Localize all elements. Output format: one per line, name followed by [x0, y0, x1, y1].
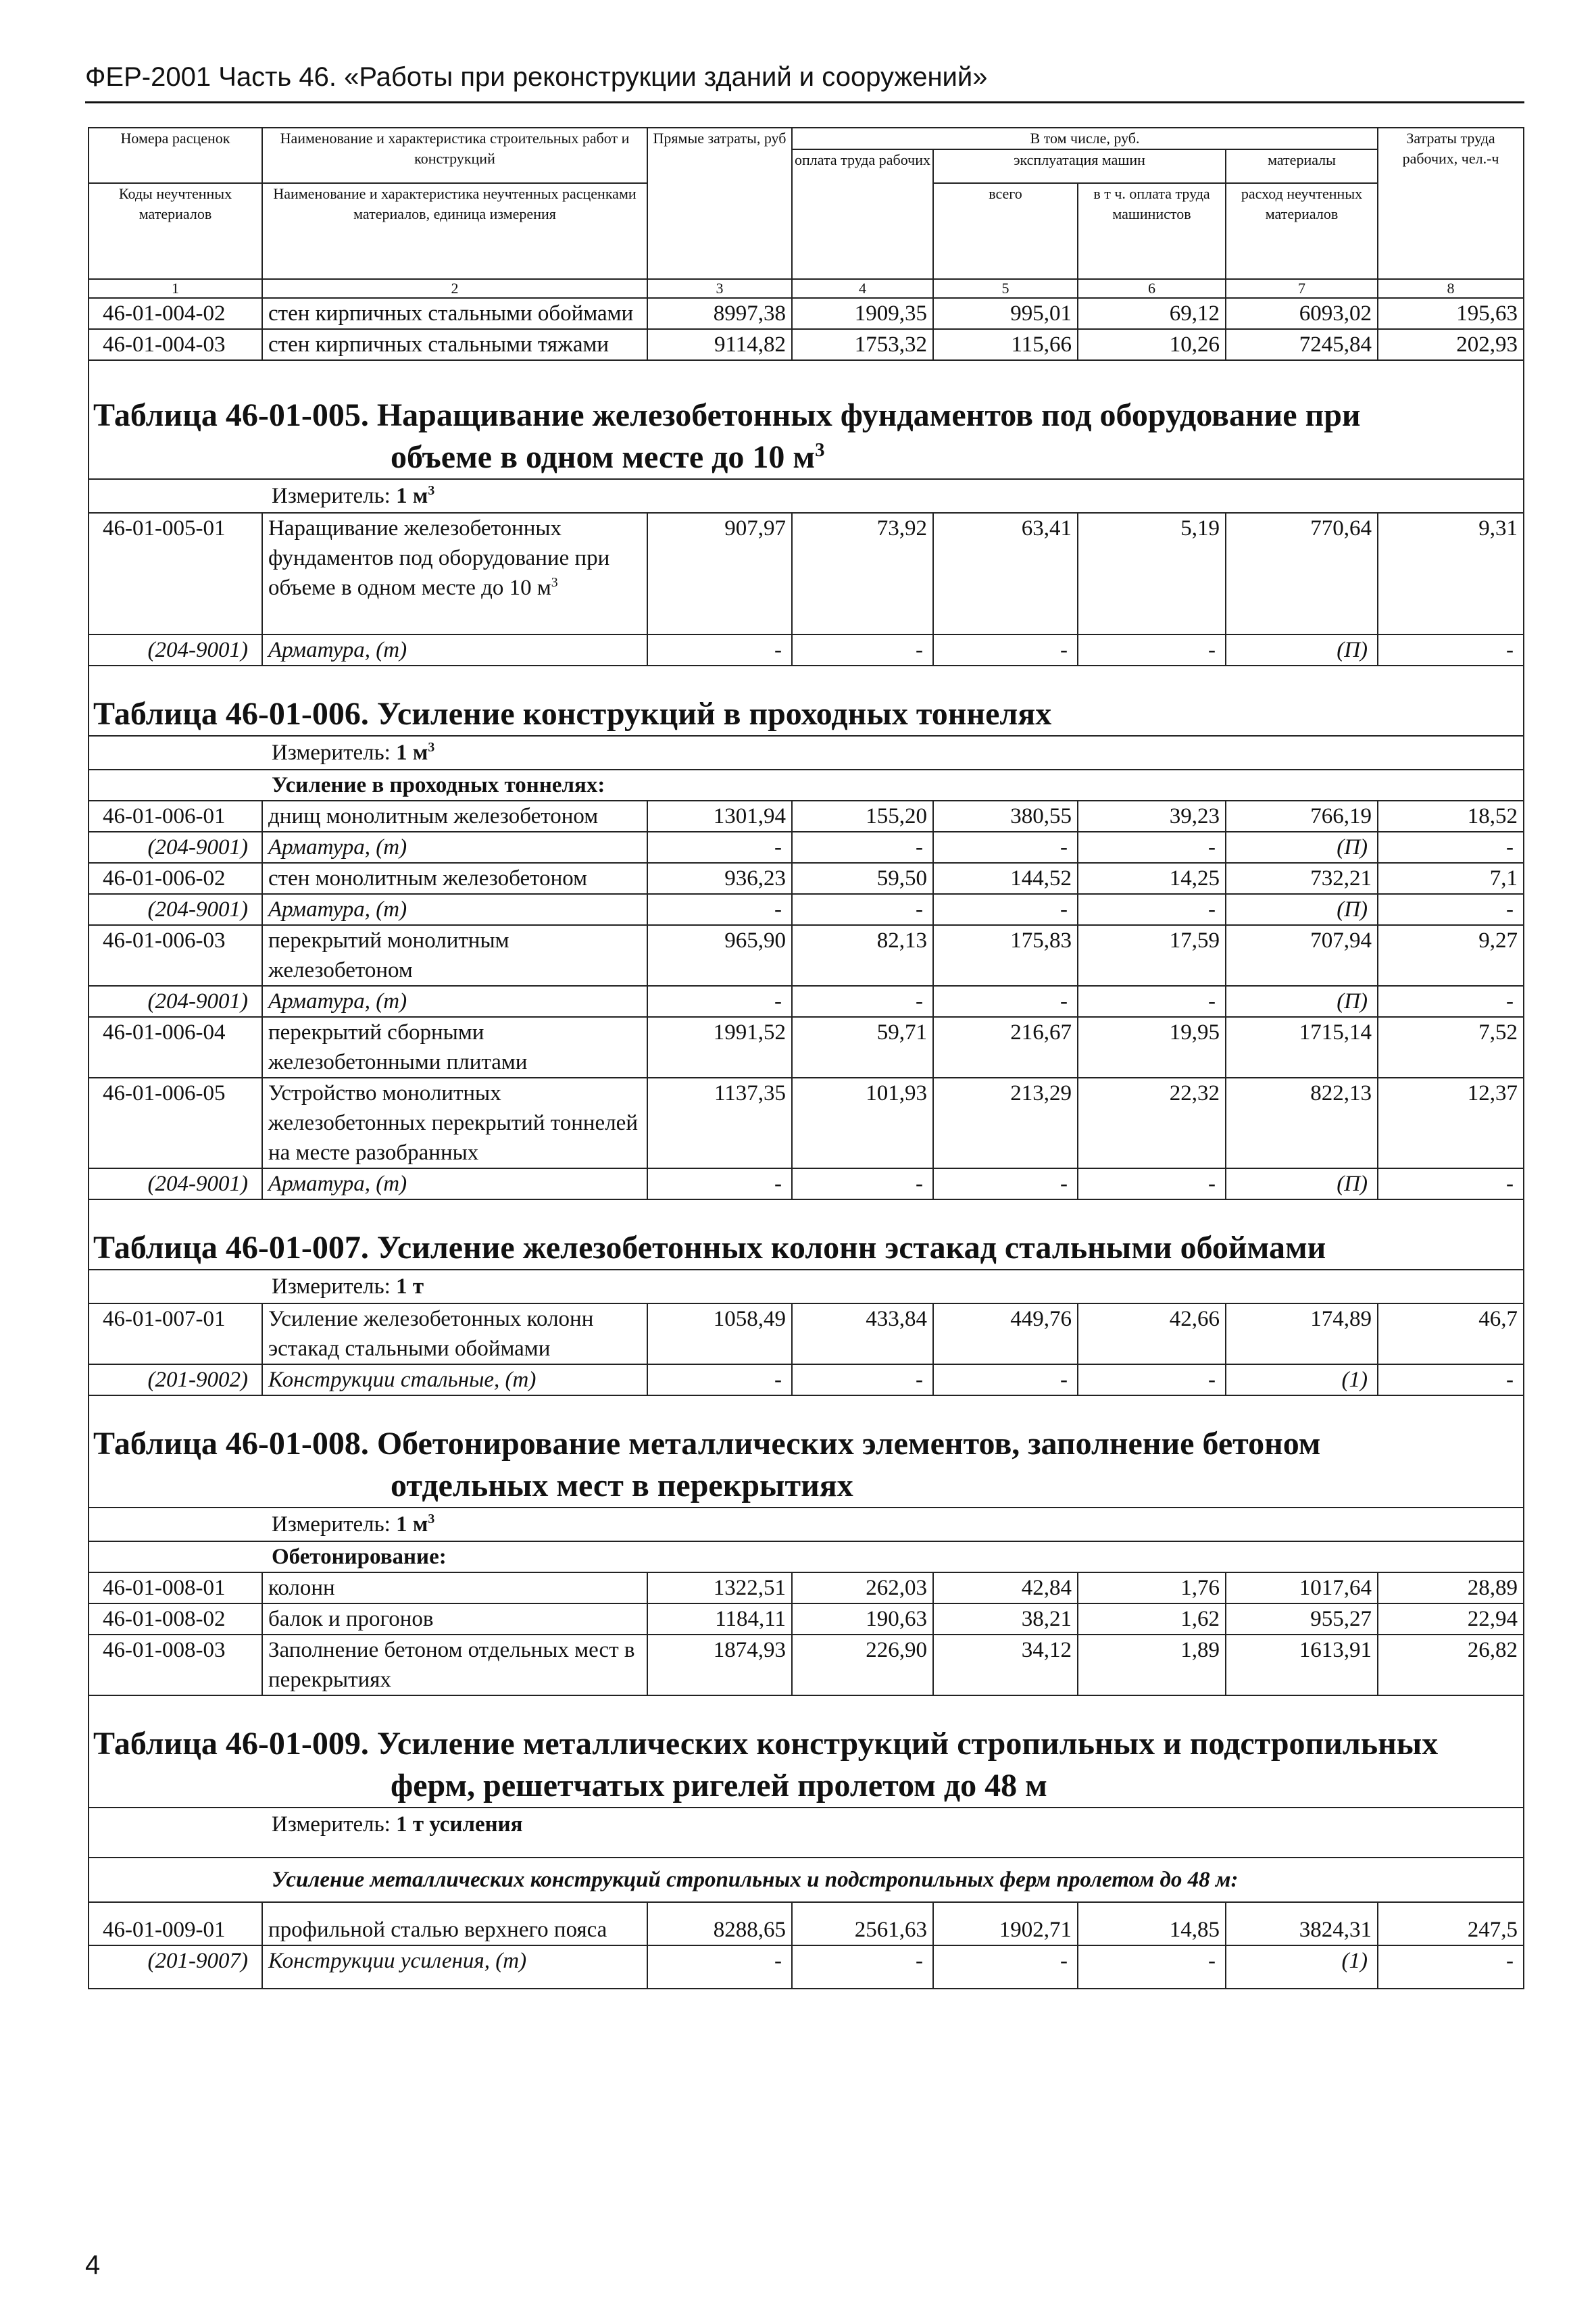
table-005-measure	[89, 479, 1524, 513]
rate-name-text: Наращивание железобетонных фундаментов под оборудование при объеме в одном месте до 10 м	[268, 516, 610, 600]
materials-cost: 732,21	[1226, 863, 1378, 894]
labor-hours: 12,37	[1378, 1078, 1524, 1168]
col4-header: оплата труда рабочих	[792, 149, 933, 279]
table-008-title-line1: Таблица 46-01-008. Обетонирование металлических элементов, заполнение бетоном	[93, 1426, 1321, 1462]
labor-hours: 7,1	[1378, 863, 1524, 894]
machinists-pay: 39,23	[1078, 801, 1226, 832]
dash: -	[647, 832, 792, 863]
measure-label: Измеритель:	[272, 741, 397, 765]
dash: -	[933, 894, 1078, 925]
dash: -	[933, 1945, 1078, 1989]
dash: -	[647, 986, 792, 1017]
table-row	[89, 801, 1524, 832]
materials-cost: 6093,02	[1226, 298, 1378, 329]
material-code: (204-9001)	[89, 894, 262, 925]
price-table-sheet	[88, 127, 1523, 1989]
measure-value: 1 м	[396, 741, 428, 765]
material-code: (204-9001)	[89, 986, 262, 1017]
measure-label: Измеритель:	[272, 1274, 397, 1299]
group-header: В том числе, руб.	[792, 128, 1378, 149]
table-007-measure	[89, 1270, 1524, 1303]
dash: -	[1378, 894, 1524, 925]
labor-hours: 247,5	[1378, 1902, 1524, 1945]
rate-name: стен кирпичных стальными тяжами	[262, 329, 647, 360]
machinists-pay: 10,26	[1078, 329, 1226, 360]
materials-cost: 822,13	[1226, 1078, 1378, 1168]
materials-cost: 174,89	[1226, 1303, 1378, 1364]
table-005-title	[89, 360, 1524, 479]
material-row	[89, 832, 1524, 863]
dash: -	[792, 1364, 933, 1395]
rate-name	[262, 513, 647, 634]
page-header: ФЕР-2001 Часть 46. «Работы при реконструкции зданий и сооружений»	[85, 62, 988, 92]
dash: -	[647, 1364, 792, 1395]
labor-hours: 9,27	[1378, 925, 1524, 986]
direct-cost: 9114,82	[647, 329, 792, 360]
col7-header: расход неучтенных материалов	[1226, 183, 1378, 279]
material-row	[89, 894, 1524, 925]
superscript: 3	[428, 1512, 435, 1526]
direct-cost: 1184,11	[647, 1603, 792, 1635]
rate-code: 46-01-005-01	[89, 513, 262, 634]
header-rule	[85, 101, 1524, 103]
material-row	[89, 1945, 1524, 1989]
material-mark: (П)	[1226, 832, 1378, 863]
direct-cost: 936,23	[647, 863, 792, 894]
material-mark: (П)	[1226, 634, 1378, 666]
col8-header: Затраты труда рабочих, чел.-ч	[1378, 128, 1524, 279]
rate-code: 46-01-006-05	[89, 1078, 262, 1168]
dash: -	[1378, 832, 1524, 863]
rate-name: стен монолитным железобетоном	[262, 863, 647, 894]
dash: -	[647, 634, 792, 666]
machines-total: 42,84	[933, 1572, 1078, 1603]
page-number: 4	[85, 2250, 101, 2280]
table-009-measure	[89, 1808, 1524, 1858]
rate-name: днищ монолитным железобетоном	[262, 801, 647, 832]
table-row	[89, 1635, 1524, 1695]
machines-total: 216,67	[933, 1017, 1078, 1078]
dash: -	[792, 832, 933, 863]
direct-cost: 1137,35	[647, 1078, 792, 1168]
dash: -	[1078, 1364, 1226, 1395]
dash: -	[1378, 1945, 1524, 1989]
machines-total: 1902,71	[933, 1902, 1078, 1945]
labor-hours: 26,82	[1378, 1635, 1524, 1695]
table-006-title: Таблица 46-01-006. Усиление конструкций в проходных тоннелях	[89, 666, 1524, 736]
dash: -	[1078, 1945, 1226, 1989]
material-code: (201-9002)	[89, 1364, 262, 1395]
table-008-title	[89, 1395, 1524, 1508]
material-name: Арматура, (т)	[262, 894, 647, 925]
labor-pay: 262,03	[792, 1572, 933, 1603]
machines-total: 63,41	[933, 513, 1078, 634]
direct-cost: 1991,52	[647, 1017, 792, 1078]
machinists-pay: 69,12	[1078, 298, 1226, 329]
machinists-pay: 1,62	[1078, 1603, 1226, 1635]
dash: -	[933, 986, 1078, 1017]
material-code: (201-9007)	[89, 1945, 262, 1989]
labor-hours: 202,93	[1378, 329, 1524, 360]
material-name: Конструкции стальные, (т)	[262, 1364, 647, 1395]
machinists-pay: 17,59	[1078, 925, 1226, 986]
table-008-subheader: Обетонирование:	[89, 1541, 1524, 1572]
table-row	[89, 329, 1524, 360]
col3-header: Прямые затраты, руб	[647, 128, 792, 279]
material-mark: (П)	[1226, 986, 1378, 1017]
table-005-title-line1: Таблица 46-01-005. Наращивание железобетонных фундаментов под оборудование при	[93, 397, 1361, 433]
superscript: 3	[815, 439, 825, 461]
materials-cost: 766,19	[1226, 801, 1378, 832]
dash: -	[647, 1168, 792, 1199]
labor-pay: 59,50	[792, 863, 933, 894]
table-005-title-line2: объеме в одном месте до 10 м	[391, 439, 816, 475]
measure-value: 1 м	[396, 484, 428, 508]
table-row	[89, 1303, 1524, 1364]
materials-cost: 770,64	[1226, 513, 1378, 634]
col2-header-bottom: Наименование и характеристика неучтенных расценками материалов, единица измерения	[262, 183, 647, 279]
dash: -	[1078, 986, 1226, 1017]
measure-label: Измеритель:	[272, 1812, 397, 1837]
machines-total: 144,52	[933, 863, 1078, 894]
labor-pay: 59,71	[792, 1017, 933, 1078]
material-name: Арматура, (т)	[262, 634, 647, 666]
rate-code: 46-01-008-02	[89, 1603, 262, 1635]
table-row	[89, 1902, 1524, 1945]
rate-code: 46-01-009-01	[89, 1902, 262, 1945]
measure-value: 1 т усиления	[396, 1812, 523, 1837]
rate-code: 46-01-008-01	[89, 1572, 262, 1603]
direct-cost: 907,97	[647, 513, 792, 634]
dash: -	[1378, 634, 1524, 666]
table-008-title-line2: отдельных мест в перекрытиях	[391, 1468, 853, 1503]
rate-name: Усиление железобетонных колонн эстакад стальными обоймами	[262, 1303, 647, 1364]
machines-total: 115,66	[933, 329, 1078, 360]
col-number: 8	[1378, 279, 1524, 298]
col-number: 4	[792, 279, 933, 298]
rate-name: балок и прогонов	[262, 1603, 647, 1635]
col6-header: в т ч. оплата труда машинистов	[1078, 183, 1226, 279]
direct-cost: 965,90	[647, 925, 792, 986]
dash: -	[1378, 1168, 1524, 1199]
direct-cost: 8997,38	[647, 298, 792, 329]
machinists-pay: 19,95	[1078, 1017, 1226, 1078]
table-009-title-line1: Таблица 46-01-009. Усиление металлических конструкций стропильных и подстропильных	[93, 1726, 1439, 1762]
table-007-title: Таблица 46-01-007. Усиление железобетонных колонн эстакад стальными обоймами	[89, 1199, 1524, 1270]
labor-pay: 101,93	[792, 1078, 933, 1168]
machinists-pay: 14,85	[1078, 1902, 1226, 1945]
superscript: 3	[551, 575, 558, 590]
superscript: 3	[428, 483, 435, 498]
table-row	[89, 513, 1524, 634]
table-row	[89, 298, 1524, 329]
labor-hours: 18,52	[1378, 801, 1524, 832]
table-row	[89, 1603, 1524, 1635]
col-number: 5	[933, 279, 1078, 298]
measure-value: 1 м	[396, 1512, 428, 1537]
dash: -	[1078, 634, 1226, 666]
materials-cost: 1715,14	[1226, 1017, 1378, 1078]
material-name: Арматура, (т)	[262, 1168, 647, 1199]
material-mark: (П)	[1226, 894, 1378, 925]
labor-pay: 433,84	[792, 1303, 933, 1364]
material-row	[89, 1168, 1524, 1199]
table-008-measure	[89, 1508, 1524, 1541]
measure-label: Измеритель:	[272, 484, 397, 508]
material-code: (204-9001)	[89, 634, 262, 666]
col-number: 2	[262, 279, 647, 298]
machinists-pay: 1,76	[1078, 1572, 1226, 1603]
col-number: 7	[1226, 279, 1378, 298]
material-row	[89, 634, 1524, 666]
rate-code: 46-01-007-01	[89, 1303, 262, 1364]
dash: -	[792, 634, 933, 666]
table-row	[89, 1572, 1524, 1603]
col-number: 6	[1078, 279, 1226, 298]
material-mark: (П)	[1226, 1168, 1378, 1199]
labor-hours: 22,94	[1378, 1603, 1524, 1635]
labor-hours: 195,63	[1378, 298, 1524, 329]
material-name: Конструкции усиления, (т)	[262, 1945, 647, 1989]
material-mark: (1)	[1226, 1364, 1378, 1395]
rate-name: колонн	[262, 1572, 647, 1603]
direct-cost: 1058,49	[647, 1303, 792, 1364]
table-009-title	[89, 1695, 1524, 1808]
machines-total: 449,76	[933, 1303, 1078, 1364]
labor-pay: 73,92	[792, 513, 933, 634]
machinists-pay: 22,32	[1078, 1078, 1226, 1168]
dash: -	[1078, 894, 1226, 925]
labor-pay: 226,90	[792, 1635, 933, 1695]
machinists-pay: 14,25	[1078, 863, 1226, 894]
dash: -	[1378, 986, 1524, 1017]
dash: -	[933, 634, 1078, 666]
rate-code: 46-01-006-02	[89, 863, 262, 894]
materials-cost: 7245,84	[1226, 329, 1378, 360]
table-row	[89, 1017, 1524, 1078]
machines-header: эксплуатация машин	[933, 149, 1226, 183]
dash: -	[792, 986, 933, 1017]
direct-cost: 1301,94	[647, 801, 792, 832]
labor-pay: 190,63	[792, 1603, 933, 1635]
table-006-subheader: Усиление в проходных тоннелях:	[89, 770, 1524, 801]
labor-pay: 1909,35	[792, 298, 933, 329]
machinists-pay: 42,66	[1078, 1303, 1226, 1364]
table-006-measure	[89, 736, 1524, 770]
materials-header: материалы	[1226, 149, 1378, 183]
dash: -	[792, 894, 933, 925]
material-name: Арматура, (т)	[262, 832, 647, 863]
col1-header-bottom: Коды неучтенных материалов	[89, 183, 262, 279]
rate-code: 46-01-006-04	[89, 1017, 262, 1078]
machines-total: 38,21	[933, 1603, 1078, 1635]
rate-code: 46-01-004-03	[89, 329, 262, 360]
col2-header-top: Наименование и характеристика строительных работ и конструкций	[262, 128, 647, 183]
direct-cost: 8288,65	[647, 1902, 792, 1945]
dash: -	[933, 1364, 1078, 1395]
rate-name: Устройство монолитных железобетонных перекрытий тоннелей на месте разобранных	[262, 1078, 647, 1168]
labor-pay: 155,20	[792, 801, 933, 832]
rate-code: 46-01-004-02	[89, 298, 262, 329]
labor-hours: 7,52	[1378, 1017, 1524, 1078]
dash: -	[933, 832, 1078, 863]
materials-cost: 707,94	[1226, 925, 1378, 986]
dash: -	[792, 1168, 933, 1199]
table-row	[89, 1078, 1524, 1168]
material-code: (204-9001)	[89, 832, 262, 863]
materials-cost: 3824,31	[1226, 1902, 1378, 1945]
material-row	[89, 1364, 1524, 1395]
measure-value: 1 т	[396, 1274, 424, 1299]
table-009-title-line2: ферм, решетчатых ригелей пролетом до 48 м	[391, 1768, 1047, 1803]
col5-header: всего	[933, 183, 1078, 279]
labor-pay: 1753,32	[792, 329, 933, 360]
material-name: Арматура, (т)	[262, 986, 647, 1017]
dash: -	[1378, 1364, 1524, 1395]
rate-name: Заполнение бетоном отдельных мест в перекрытиях	[262, 1635, 647, 1695]
machines-total: 34,12	[933, 1635, 1078, 1695]
table-row	[89, 925, 1524, 986]
dash: -	[647, 894, 792, 925]
machines-total: 213,29	[933, 1078, 1078, 1168]
dash: -	[1078, 832, 1226, 863]
dash: -	[647, 1945, 792, 1989]
direct-cost: 1874,93	[647, 1635, 792, 1695]
material-code: (204-9001)	[89, 1168, 262, 1199]
labor-pay: 82,13	[792, 925, 933, 986]
labor-hours: 46,7	[1378, 1303, 1524, 1364]
rate-name: стен кирпичных стальными обоймами	[262, 298, 647, 329]
rate-name: перекрытий сборными железобетонными плитами	[262, 1017, 647, 1078]
machines-total: 175,83	[933, 925, 1078, 986]
price-table	[88, 127, 1524, 1989]
labor-hours: 9,31	[1378, 513, 1524, 634]
rate-code: 46-01-008-03	[89, 1635, 262, 1695]
table-row	[89, 863, 1524, 894]
machinists-pay: 1,89	[1078, 1635, 1226, 1695]
machines-total: 380,55	[933, 801, 1078, 832]
labor-pay: 2561,63	[792, 1902, 933, 1945]
dash: -	[933, 1168, 1078, 1199]
material-row	[89, 986, 1524, 1017]
materials-cost: 1613,91	[1226, 1635, 1378, 1695]
materials-cost: 1017,64	[1226, 1572, 1378, 1603]
material-mark: (1)	[1226, 1945, 1378, 1989]
direct-cost: 1322,51	[647, 1572, 792, 1603]
dash: -	[1078, 1168, 1226, 1199]
table-009-subheader: Усиление металлических конструкций стропильных и подстропильных ферм пролетом до 48 м:	[89, 1858, 1524, 1902]
col-number: 1	[89, 279, 262, 298]
rate-name: профильной сталью верхнего пояса	[262, 1902, 647, 1945]
measure-label: Измеритель:	[272, 1512, 397, 1537]
superscript: 3	[428, 740, 435, 755]
machinists-pay: 5,19	[1078, 513, 1226, 634]
machines-total: 995,01	[933, 298, 1078, 329]
labor-hours: 28,89	[1378, 1572, 1524, 1603]
rate-code: 46-01-006-03	[89, 925, 262, 986]
dash: -	[792, 1945, 933, 1989]
rate-name: перекрытий монолитным железобетоном	[262, 925, 647, 986]
materials-cost: 955,27	[1226, 1603, 1378, 1635]
col-number: 3	[647, 279, 792, 298]
rate-code: 46-01-006-01	[89, 801, 262, 832]
col1-header-top: Номера расценок	[89, 128, 262, 183]
